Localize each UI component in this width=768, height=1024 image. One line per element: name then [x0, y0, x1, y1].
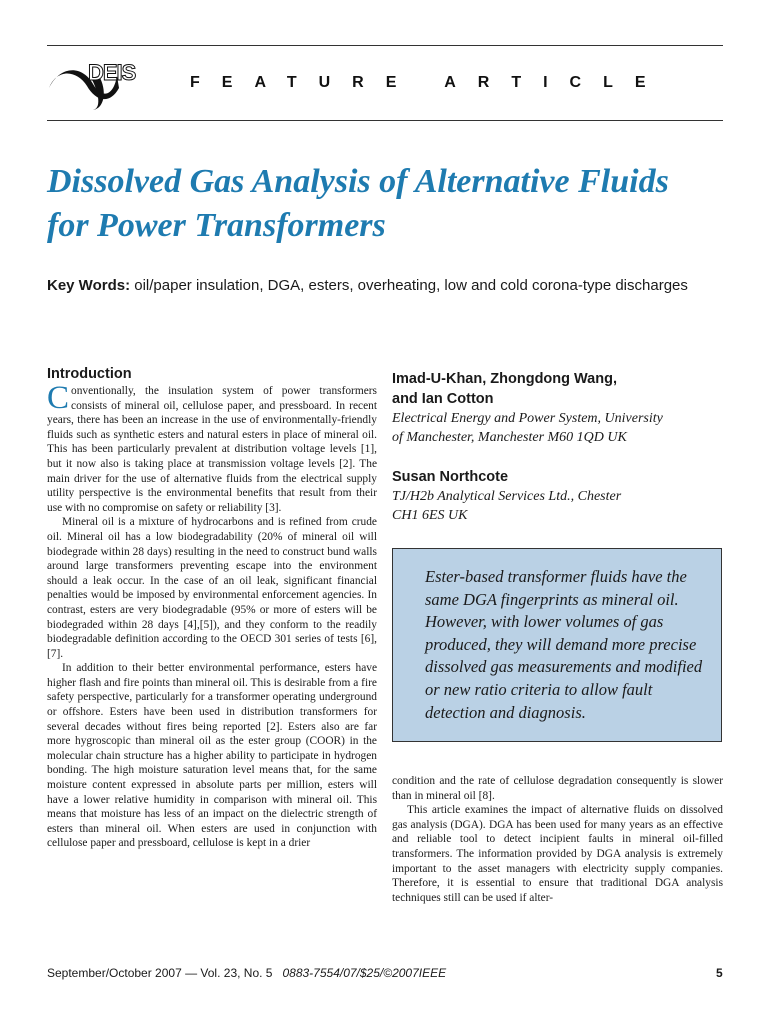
- left-column: [47, 366, 377, 851]
- top-rule: [47, 45, 723, 46]
- keywords-line: [47, 277, 727, 294]
- deis-logo-text: DEIS: [88, 60, 136, 85]
- body-paragraph: Mineral oil is a mixture of hydrocarbons and is refined from crude oil. Mineral oil has a low biodegradability (20% of mineral oil will biodegrade within 28 days) resulting in the need to construct bund walls around large transformers preventing escape into the environment should a leak occur. In the case of an oil leak, significant financial penalties would be imposed by environmental enforcement agencies. In contrast, esters are very biodegradable (95% or more of esters will be biodegraded within 28 days [4],[5]), and they conform to the readily biodegradable definition according to the OECD 301 series of tests [6],[7].: [47, 516, 377, 660]
- author-affiliation: of Manchester, Manchester M60 1QD UK: [392, 430, 627, 445]
- pull-quote: Ester-based transformer fluids have the same DGA fingerprints as mineral oil. However, with lower volumes of gas produced, they will demand more precise dissolved gas measurements and modified or new ratio criteria to allow fault detection and diagnosis.: [392, 548, 722, 742]
- author-affiliation: Electrical Energy and Power System, University: [392, 411, 663, 426]
- section-label: FEATURE ARTICLE: [190, 74, 668, 91]
- paragraph-text: onventionally, the insulation system of power transformers consists of mineral oil, cellulose paper, and pressboard. In recent years, there has been an increase in the use of environmentally-friendly fluids such as synthetic esters and natural esters in place of mineral oil. This has been particularly prevalent at distribution voltage levels [1], but it now also is taking place at transmission voltage levels [2]. The main driver for the use of alternative fluids from the electrical supply utility perspective is the environmental benefits that result from their use with no compromise on safety or reliability [3].: [47, 385, 377, 514]
- author-affiliation: TJ/H2b Analytical Services Ltd., Chester: [392, 489, 622, 504]
- body-paragraph: This article examines the impact of alternative fluids on dissolved gas analysis (DGA). DGA has been used for many years as an effective and reliable tool to detect incipient faults in mineral oil-filled transformers. The information provided by DGA analysis is extremely important to the asset managers with electricity supply companies. Therefore, it is essential to ensure that traditional DGA analysis techniques still can be used if alter-: [392, 804, 723, 904]
- keywords-label: Key Words:: [47, 277, 131, 294]
- article-title: Dissolved Gas Analysis of Alternative Fluids for Power Transformers: [47, 163, 669, 244]
- introduction-heading: Introduction: [47, 366, 132, 382]
- page-number: 5: [716, 966, 723, 980]
- header-bottom-rule: [47, 120, 723, 121]
- footer-citation: [47, 966, 446, 980]
- right-column: [392, 774, 723, 905]
- author-block: [392, 369, 723, 525]
- body-paragraph: condition and the rate of cellulose degradation consequently is slower than in mineral oil [8].: [392, 775, 723, 802]
- author-names: and Ian Cotton: [392, 391, 494, 407]
- keywords-text: oil/paper insulation, DGA, esters, overheating, low and cold corona-type discharges: [130, 277, 688, 294]
- author-affiliation: CH1 6ES UK: [392, 508, 468, 523]
- body-paragraph: [47, 380, 377, 515]
- footer-copyright: 0883-7554/07/$25/©2007IEEE: [282, 966, 447, 980]
- drop-cap: C: [47, 380, 70, 416]
- author-names: Imad-U-Khan, Zhongdong Wang,: [392, 371, 617, 387]
- body-paragraph: In addition to their better environmental performance, esters have higher flash and fire points than mineral oil. This is desirable from a fire safety perspective, particularly for a transformer operating underground or offshore. Esters have been used in distribution transformers for several decades without fires being reported [2]. Esters also are far more hygroscopic than mineral oil as the ester group (COOR) in the molecular chain structure has a higher ability to participate in hydrogen bonding. The high moisture saturation level means that, for the same moisture content expressed in absolute parts per million, esters will have a lower relative humidity in comparison with mineral oil. This means that moisture has less of an impact on the dielectric strength of esters than mineral oil. When esters are used in conjunction with cellulose paper and pressboard, cellulose is kept in a drier: [47, 662, 377, 850]
- footer-issue: September/October 2007 — Vol. 23, No. 5: [47, 966, 273, 980]
- author-names: Susan Northcote: [392, 469, 509, 485]
